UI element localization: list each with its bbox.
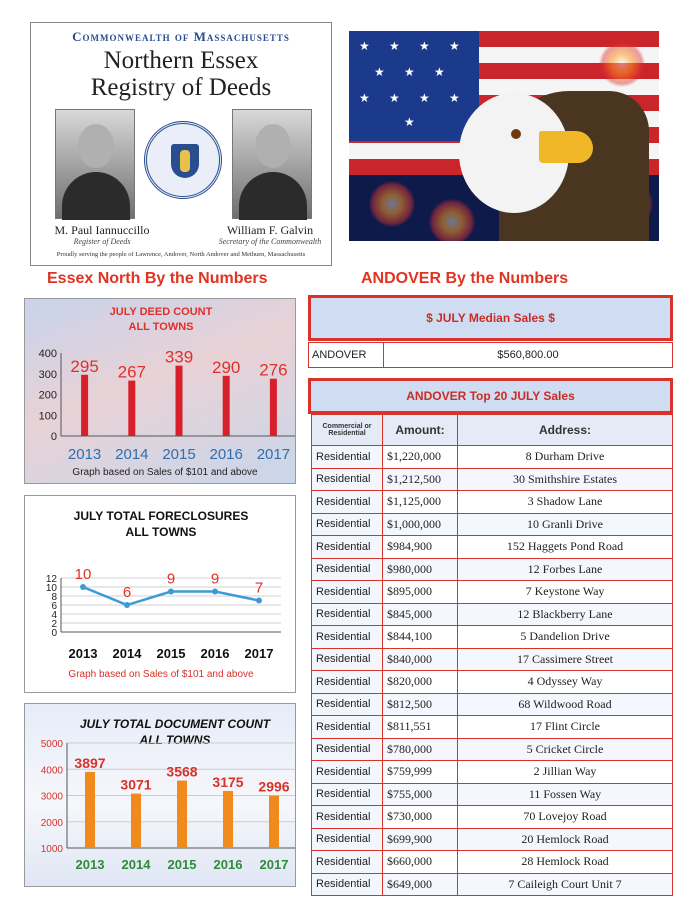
sale-address: 11 Fossen Way bbox=[458, 783, 673, 806]
deed-count-chart bbox=[24, 298, 296, 484]
registry-title-line2: Registry of Deeds bbox=[90, 74, 272, 101]
data-label: 267 bbox=[117, 362, 146, 382]
median-town: ANDOVER bbox=[309, 343, 384, 367]
sale-address: 28 Hemlock Road bbox=[458, 851, 673, 874]
register-photo bbox=[55, 109, 135, 219]
table-row bbox=[312, 783, 673, 806]
sale-amount: $980,000 bbox=[383, 558, 458, 581]
category-label: 2014 bbox=[115, 446, 149, 463]
chart-title: JULY TOTAL FORECLOSURES bbox=[73, 509, 249, 523]
y-tick-label: 2000 bbox=[40, 817, 63, 829]
table-row bbox=[312, 873, 673, 896]
sale-type: Residential bbox=[312, 626, 383, 649]
sale-address: 12 Forbes Lane bbox=[458, 558, 673, 581]
data-label: 295 bbox=[70, 356, 99, 376]
bar bbox=[128, 381, 135, 436]
foreclosures-svg bbox=[25, 496, 296, 693]
chart-subtitle: ALL TOWNS bbox=[128, 321, 194, 333]
category-label: 2014 bbox=[121, 857, 151, 872]
register-name: M. Paul Iannuccillo bbox=[54, 223, 150, 237]
sale-type: Residential bbox=[312, 581, 383, 604]
sale-amount: $812,500 bbox=[383, 693, 458, 716]
table-row bbox=[312, 536, 673, 559]
document-count-chart bbox=[24, 703, 296, 887]
eagle-flag-image: ★ ★ ★ ★ ★ ★ ★ ★ ★ ★ ★ ★ bbox=[349, 31, 659, 241]
sale-amount: $984,900 bbox=[383, 536, 458, 559]
andover-heading: ANDOVER By the Numbers bbox=[361, 270, 569, 287]
sale-type: Residential bbox=[312, 603, 383, 626]
sale-amount: $820,000 bbox=[383, 671, 458, 694]
chart-title: JULY DEED COUNT bbox=[109, 306, 213, 318]
sale-type: Residential bbox=[312, 648, 383, 671]
data-point bbox=[124, 602, 130, 608]
y-tick-label: 8 bbox=[51, 592, 57, 603]
table-row bbox=[312, 738, 673, 761]
category-label: 2016 bbox=[209, 446, 243, 463]
sale-address: 17 Flint Circle bbox=[458, 716, 673, 739]
y-tick-label: 100 bbox=[38, 410, 57, 423]
y-tick-label: 0 bbox=[50, 431, 57, 443]
y-tick-label: 12 bbox=[45, 574, 57, 585]
data-label: 9 bbox=[210, 570, 220, 588]
data-label: 290 bbox=[212, 357, 241, 377]
data-label: 3071 bbox=[120, 776, 152, 793]
chart-note: Graph based on Sales of $101 and above bbox=[68, 669, 254, 680]
sale-address: 7 Caileigh Court Unit 7 bbox=[458, 873, 673, 896]
table-row bbox=[312, 828, 673, 851]
bar bbox=[223, 791, 233, 848]
table-row bbox=[312, 446, 673, 469]
data-point bbox=[256, 598, 262, 604]
y-tick-label: 1000 bbox=[40, 844, 63, 855]
category-label: 2013 bbox=[68, 646, 98, 661]
massachusetts-seal-icon bbox=[144, 121, 222, 199]
register-role: Register of Deeds bbox=[73, 237, 131, 246]
table-row bbox=[312, 716, 673, 739]
category-label: 2013 bbox=[75, 857, 105, 872]
sale-amount: $844,100 bbox=[383, 626, 458, 649]
y-tick-label: 400 bbox=[38, 348, 57, 360]
sale-address: 30 Smithshire Estates bbox=[458, 468, 673, 491]
secretary-photo bbox=[232, 109, 312, 219]
sale-address: 7 Keystone Way bbox=[458, 581, 673, 604]
data-point bbox=[212, 589, 218, 595]
sale-address: 20 Hemlock Road bbox=[458, 828, 673, 851]
data-point bbox=[168, 589, 174, 595]
column-header-amount: Amount: bbox=[383, 415, 458, 446]
sale-type: Residential bbox=[312, 738, 383, 761]
sale-type: Residential bbox=[312, 536, 383, 559]
sale-amount: $755,000 bbox=[383, 783, 458, 806]
sale-address: 5 Cricket Circle bbox=[458, 738, 673, 761]
table-row bbox=[312, 671, 673, 694]
bar bbox=[131, 794, 141, 848]
registry-title-line1: Northern Essex bbox=[103, 47, 259, 74]
document-count-svg bbox=[25, 704, 296, 887]
table-row bbox=[312, 468, 673, 491]
sale-type: Residential bbox=[312, 446, 383, 469]
y-tick-label: 0 bbox=[51, 628, 57, 639]
table-row bbox=[312, 851, 673, 874]
chart-subtitle: ALL TOWNS bbox=[139, 733, 211, 747]
median-sales-row bbox=[308, 342, 673, 368]
bar bbox=[176, 366, 183, 436]
sale-type: Residential bbox=[312, 761, 383, 784]
secretary-role: Secretary of the Commonwealth bbox=[218, 237, 322, 246]
sale-type: Residential bbox=[312, 671, 383, 694]
category-label: 2017 bbox=[244, 646, 274, 661]
bar bbox=[81, 375, 88, 436]
y-tick-label: 6 bbox=[51, 601, 57, 612]
category-label: 2015 bbox=[156, 646, 186, 661]
sale-amount: $1,220,000 bbox=[383, 446, 458, 469]
sale-address: 152 Haggets Pond Road bbox=[458, 536, 673, 559]
bar bbox=[223, 376, 230, 436]
data-label: 3568 bbox=[166, 763, 198, 780]
bar bbox=[177, 781, 187, 848]
sale-amount: $759,999 bbox=[383, 761, 458, 784]
sale-amount: $780,000 bbox=[383, 738, 458, 761]
sale-amount: $811,551 bbox=[383, 716, 458, 739]
sale-amount: $1,212,500 bbox=[383, 468, 458, 491]
y-tick-label: 4 bbox=[51, 610, 57, 621]
commonwealth-label: Commonwealth of Massachusetts bbox=[72, 29, 290, 44]
sale-type: Residential bbox=[312, 693, 383, 716]
sale-type: Residential bbox=[312, 806, 383, 829]
bar bbox=[269, 796, 279, 848]
sale-address: 17 Cassimere Street bbox=[458, 648, 673, 671]
sale-address: 5 Dandelion Drive bbox=[458, 626, 673, 649]
y-tick-label: 5000 bbox=[40, 739, 63, 750]
sale-type: Residential bbox=[312, 513, 383, 536]
sale-address: 10 Granli Drive bbox=[458, 513, 673, 536]
chart-subtitle: ALL TOWNS bbox=[125, 525, 197, 539]
sale-address: 70 Lovejoy Road bbox=[458, 806, 673, 829]
top-sales-header: ANDOVER Top 20 JULY Sales bbox=[308, 378, 673, 414]
sale-address: 3 Shadow Lane bbox=[458, 491, 673, 514]
sale-address: 8 Durham Drive bbox=[458, 446, 673, 469]
sale-type: Residential bbox=[312, 491, 383, 514]
sale-amount: $660,000 bbox=[383, 851, 458, 874]
registry-card bbox=[30, 22, 332, 266]
sale-amount: $845,000 bbox=[383, 603, 458, 626]
secretary-name: William F. Galvin bbox=[226, 223, 314, 237]
table-row bbox=[312, 603, 673, 626]
column-header-type: Commercial or Residential bbox=[312, 415, 383, 446]
data-label: 10 bbox=[74, 566, 92, 583]
sale-address: 2 Jillian Way bbox=[458, 761, 673, 784]
bar bbox=[85, 772, 95, 848]
serving-note: Proudly serving the people of Lawrence, Andover, North Andover and Methuen, Massachusetts bbox=[56, 251, 306, 258]
data-label: 276 bbox=[259, 360, 288, 380]
sale-type: Residential bbox=[312, 873, 383, 896]
y-tick-label: 300 bbox=[38, 368, 57, 381]
category-label: 2016 bbox=[213, 857, 243, 872]
data-label: 339 bbox=[164, 347, 194, 367]
sale-amount: $895,000 bbox=[383, 581, 458, 604]
top-sales-table bbox=[311, 414, 673, 896]
median-value: $560,800.00 bbox=[497, 349, 559, 361]
deed-count-svg bbox=[25, 299, 296, 484]
sale-address: 4 Odyssey Way bbox=[458, 671, 673, 694]
data-label: 3175 bbox=[212, 773, 244, 790]
category-label: 2013 bbox=[67, 446, 102, 463]
category-label: 2014 bbox=[112, 646, 142, 661]
sale-type: Residential bbox=[312, 828, 383, 851]
sale-amount: $699,900 bbox=[383, 828, 458, 851]
table-row bbox=[312, 761, 673, 784]
sale-type: Residential bbox=[312, 716, 383, 739]
essex-north-heading: Essex North By the Numbers bbox=[47, 270, 268, 287]
sale-amount: $730,000 bbox=[383, 806, 458, 829]
y-tick-label: 2 bbox=[51, 619, 57, 630]
category-label: 2017 bbox=[256, 446, 291, 463]
chart-note: Graph based on Sales of $101 and above bbox=[72, 467, 258, 478]
median-sales-header: $ JULY Median Sales $ bbox=[308, 295, 673, 341]
category-label: 2016 bbox=[200, 646, 230, 661]
data-point bbox=[80, 584, 86, 590]
table-row bbox=[312, 581, 673, 604]
category-label: 2015 bbox=[162, 446, 196, 463]
y-tick-label: 3000 bbox=[40, 791, 63, 803]
data-label: 9 bbox=[166, 570, 176, 588]
data-label: 2996 bbox=[258, 778, 290, 795]
y-tick-label: 200 bbox=[38, 389, 57, 402]
table-row bbox=[312, 626, 673, 649]
category-label: 2017 bbox=[259, 857, 289, 872]
table-row bbox=[312, 693, 673, 716]
sale-amount: $1,125,000 bbox=[383, 491, 458, 514]
sale-type: Residential bbox=[312, 851, 383, 874]
data-label: 7 bbox=[254, 579, 264, 597]
y-tick-label: 4000 bbox=[40, 765, 63, 777]
sale-address: 12 Blackberry Lane bbox=[458, 603, 673, 626]
sale-amount: $649,000 bbox=[383, 873, 458, 896]
bar bbox=[270, 379, 277, 436]
table-row bbox=[312, 648, 673, 671]
foreclosures-chart bbox=[24, 495, 296, 693]
data-label: 6 bbox=[122, 584, 132, 601]
column-header-address: Address: bbox=[458, 415, 673, 446]
data-label: 3897 bbox=[74, 754, 106, 771]
category-label: 2015 bbox=[167, 857, 197, 872]
chart-title: JULY TOTAL DOCUMENT COUNT bbox=[79, 717, 271, 731]
sale-amount: $1,000,000 bbox=[383, 513, 458, 536]
sale-amount: $840,000 bbox=[383, 648, 458, 671]
table-row bbox=[312, 806, 673, 829]
sale-type: Residential bbox=[312, 468, 383, 491]
table-row bbox=[312, 491, 673, 514]
sale-address: 68 Wildwood Road bbox=[458, 693, 673, 716]
table-row bbox=[312, 513, 673, 536]
sale-type: Residential bbox=[312, 783, 383, 806]
table-row bbox=[312, 558, 673, 581]
y-tick-label: 10 bbox=[45, 583, 57, 594]
sale-type: Residential bbox=[312, 558, 383, 581]
